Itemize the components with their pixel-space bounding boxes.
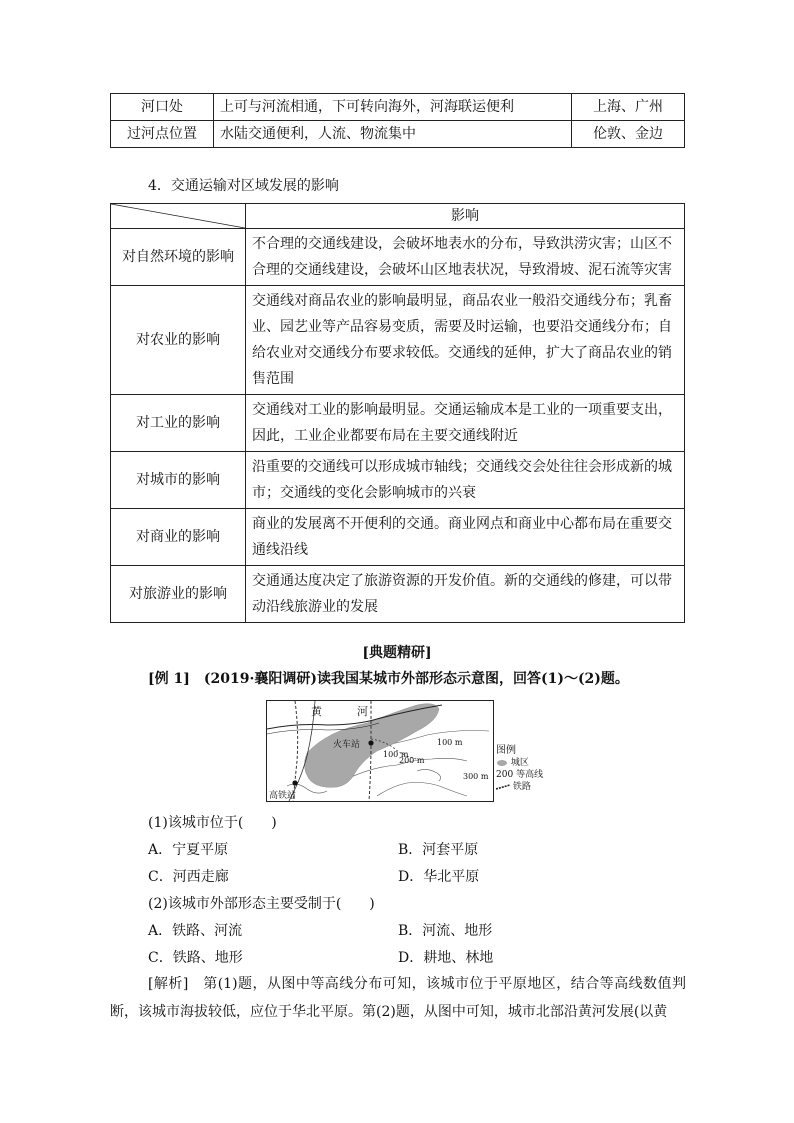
legend-title: 图例 bbox=[496, 745, 516, 756]
impact-cell: 交通线对工业的影响最明显。交通运输成本是工业的一项重要支出，因此，工业企业都要布局在主要交通线附近 bbox=[246, 395, 685, 452]
station-label: 火车站 bbox=[333, 740, 361, 750]
train-station-marker bbox=[368, 740, 373, 745]
diagonal-header-cell bbox=[111, 204, 246, 229]
contour-label-200: 200 m bbox=[399, 756, 425, 765]
table-row bbox=[111, 229, 685, 286]
table-row bbox=[111, 286, 685, 395]
railway-line bbox=[293, 701, 298, 801]
impact-header: 影响 bbox=[246, 204, 685, 229]
location-table bbox=[110, 93, 685, 148]
hsr-label: 高铁站 bbox=[269, 791, 297, 801]
table-row bbox=[111, 452, 685, 509]
contour-label-100b: 100 m bbox=[437, 738, 463, 747]
impact-cell: 交通线对商品农业的影响最明显，商品农业一般沿交通线分布；乳畜业、园艺业等产品容易变质，需要及时运输，也要沿交通线分布；自给农业对交通线分布要求较低。交通线的延伸，扩大了商品农业的销售范围 bbox=[246, 286, 685, 395]
option-2b: B．河流、地形 bbox=[398, 923, 493, 939]
option-1b: B．河套平原 bbox=[398, 842, 479, 858]
contour-label-300: 300 m bbox=[463, 772, 489, 781]
location-examples: 上海、广州 bbox=[572, 94, 685, 121]
legend-contour-prefix: 200 bbox=[496, 770, 514, 780]
impact-cell: 不合理的交通线建设，会破坏地表水的分布，导致洪涝灾害；山区不合理的交通线建设，会破坏山区地表状况，导致滑坡、泥石流等灾害 bbox=[246, 229, 685, 286]
option-1c: C．河西走廊 bbox=[148, 869, 229, 885]
table-row bbox=[111, 509, 685, 566]
table-row bbox=[111, 395, 685, 452]
question-2: (2)该城市外部形态主要受制于( ) bbox=[148, 896, 375, 912]
city-form-map bbox=[266, 700, 494, 802]
example-heading: [典题精研] bbox=[362, 645, 432, 661]
aspect-cell: 对旅游业的影响 bbox=[111, 566, 246, 623]
river-label-1: 黄 bbox=[311, 705, 322, 718]
aspect-cell: 对商业的影响 bbox=[111, 509, 246, 566]
option-1d: D．华北平原 bbox=[398, 869, 480, 885]
location-advantage: 水陆交通便利，人流、物流集中 bbox=[214, 121, 572, 148]
impact-cell: 交通通达度决定了旅游资源的开发价值。新的交通线的修建，可以带动沿线旅游业的发展 bbox=[246, 566, 685, 623]
river-label-2: 河 bbox=[357, 705, 368, 718]
option-2c: C．铁路、地形 bbox=[148, 950, 243, 966]
table-header-row bbox=[111, 204, 685, 229]
example-intro: [例 1] (2019·襄阳调研)读我国某城市外部形态示意图，回答(1)～(2)题。 bbox=[148, 671, 629, 687]
location-advantage: 上可与河流相通，下可转向海外，河海联运便利 bbox=[214, 94, 572, 121]
table-row bbox=[111, 94, 685, 121]
contour-label-100a: 100 m bbox=[383, 750, 409, 759]
impact-cell: 商业的发展离不开便利的交通。商业网点和商业中心都布局在重要交通线沿线 bbox=[246, 509, 685, 566]
legend-contour: 等高线 bbox=[516, 770, 544, 780]
hsr-station-marker bbox=[292, 780, 297, 785]
table-row bbox=[111, 566, 685, 623]
location-type: 河口处 bbox=[111, 94, 214, 121]
question-1: (1)该城市位于( ) bbox=[148, 815, 277, 831]
legend-railway: 铁路 bbox=[512, 782, 531, 792]
location-examples: 伦敦、金边 bbox=[572, 121, 685, 148]
aspect-cell: 对自然环境的影响 bbox=[111, 229, 246, 286]
option-2d: D．耕地、林地 bbox=[398, 950, 494, 966]
impact-table bbox=[110, 203, 685, 623]
map-legend bbox=[496, 745, 543, 793]
aspect-cell: 对城市的影响 bbox=[111, 452, 246, 509]
section-heading: 4．交通运输对区域发展的影响 bbox=[148, 178, 339, 194]
location-type: 过河点位置 bbox=[111, 121, 214, 148]
option-2a: A．铁路、河流 bbox=[148, 923, 243, 939]
legend-city: 城区 bbox=[510, 758, 529, 768]
impact-cell: 沿重要的交通线可以形成城市轴线；交通线交会处往往会形成新的城市；交通线的变化会影响城市的兴衰 bbox=[246, 452, 685, 509]
aspect-cell: 对农业的影响 bbox=[111, 286, 246, 395]
analysis-paragraph: [解析] 第(1)题，从图中等高线分布可知，该城市位于平原地区，结合等高线数值判断，该城市海拔较低，应位于华北平原。第(2)题，从图中可知，城市北部沿黄河发展(以黄 bbox=[110, 976, 686, 1020]
table-row bbox=[111, 121, 685, 148]
aspect-cell: 对工业的影响 bbox=[111, 395, 246, 452]
option-1a: A．宁夏平原 bbox=[148, 842, 229, 858]
city-area bbox=[304, 704, 439, 788]
